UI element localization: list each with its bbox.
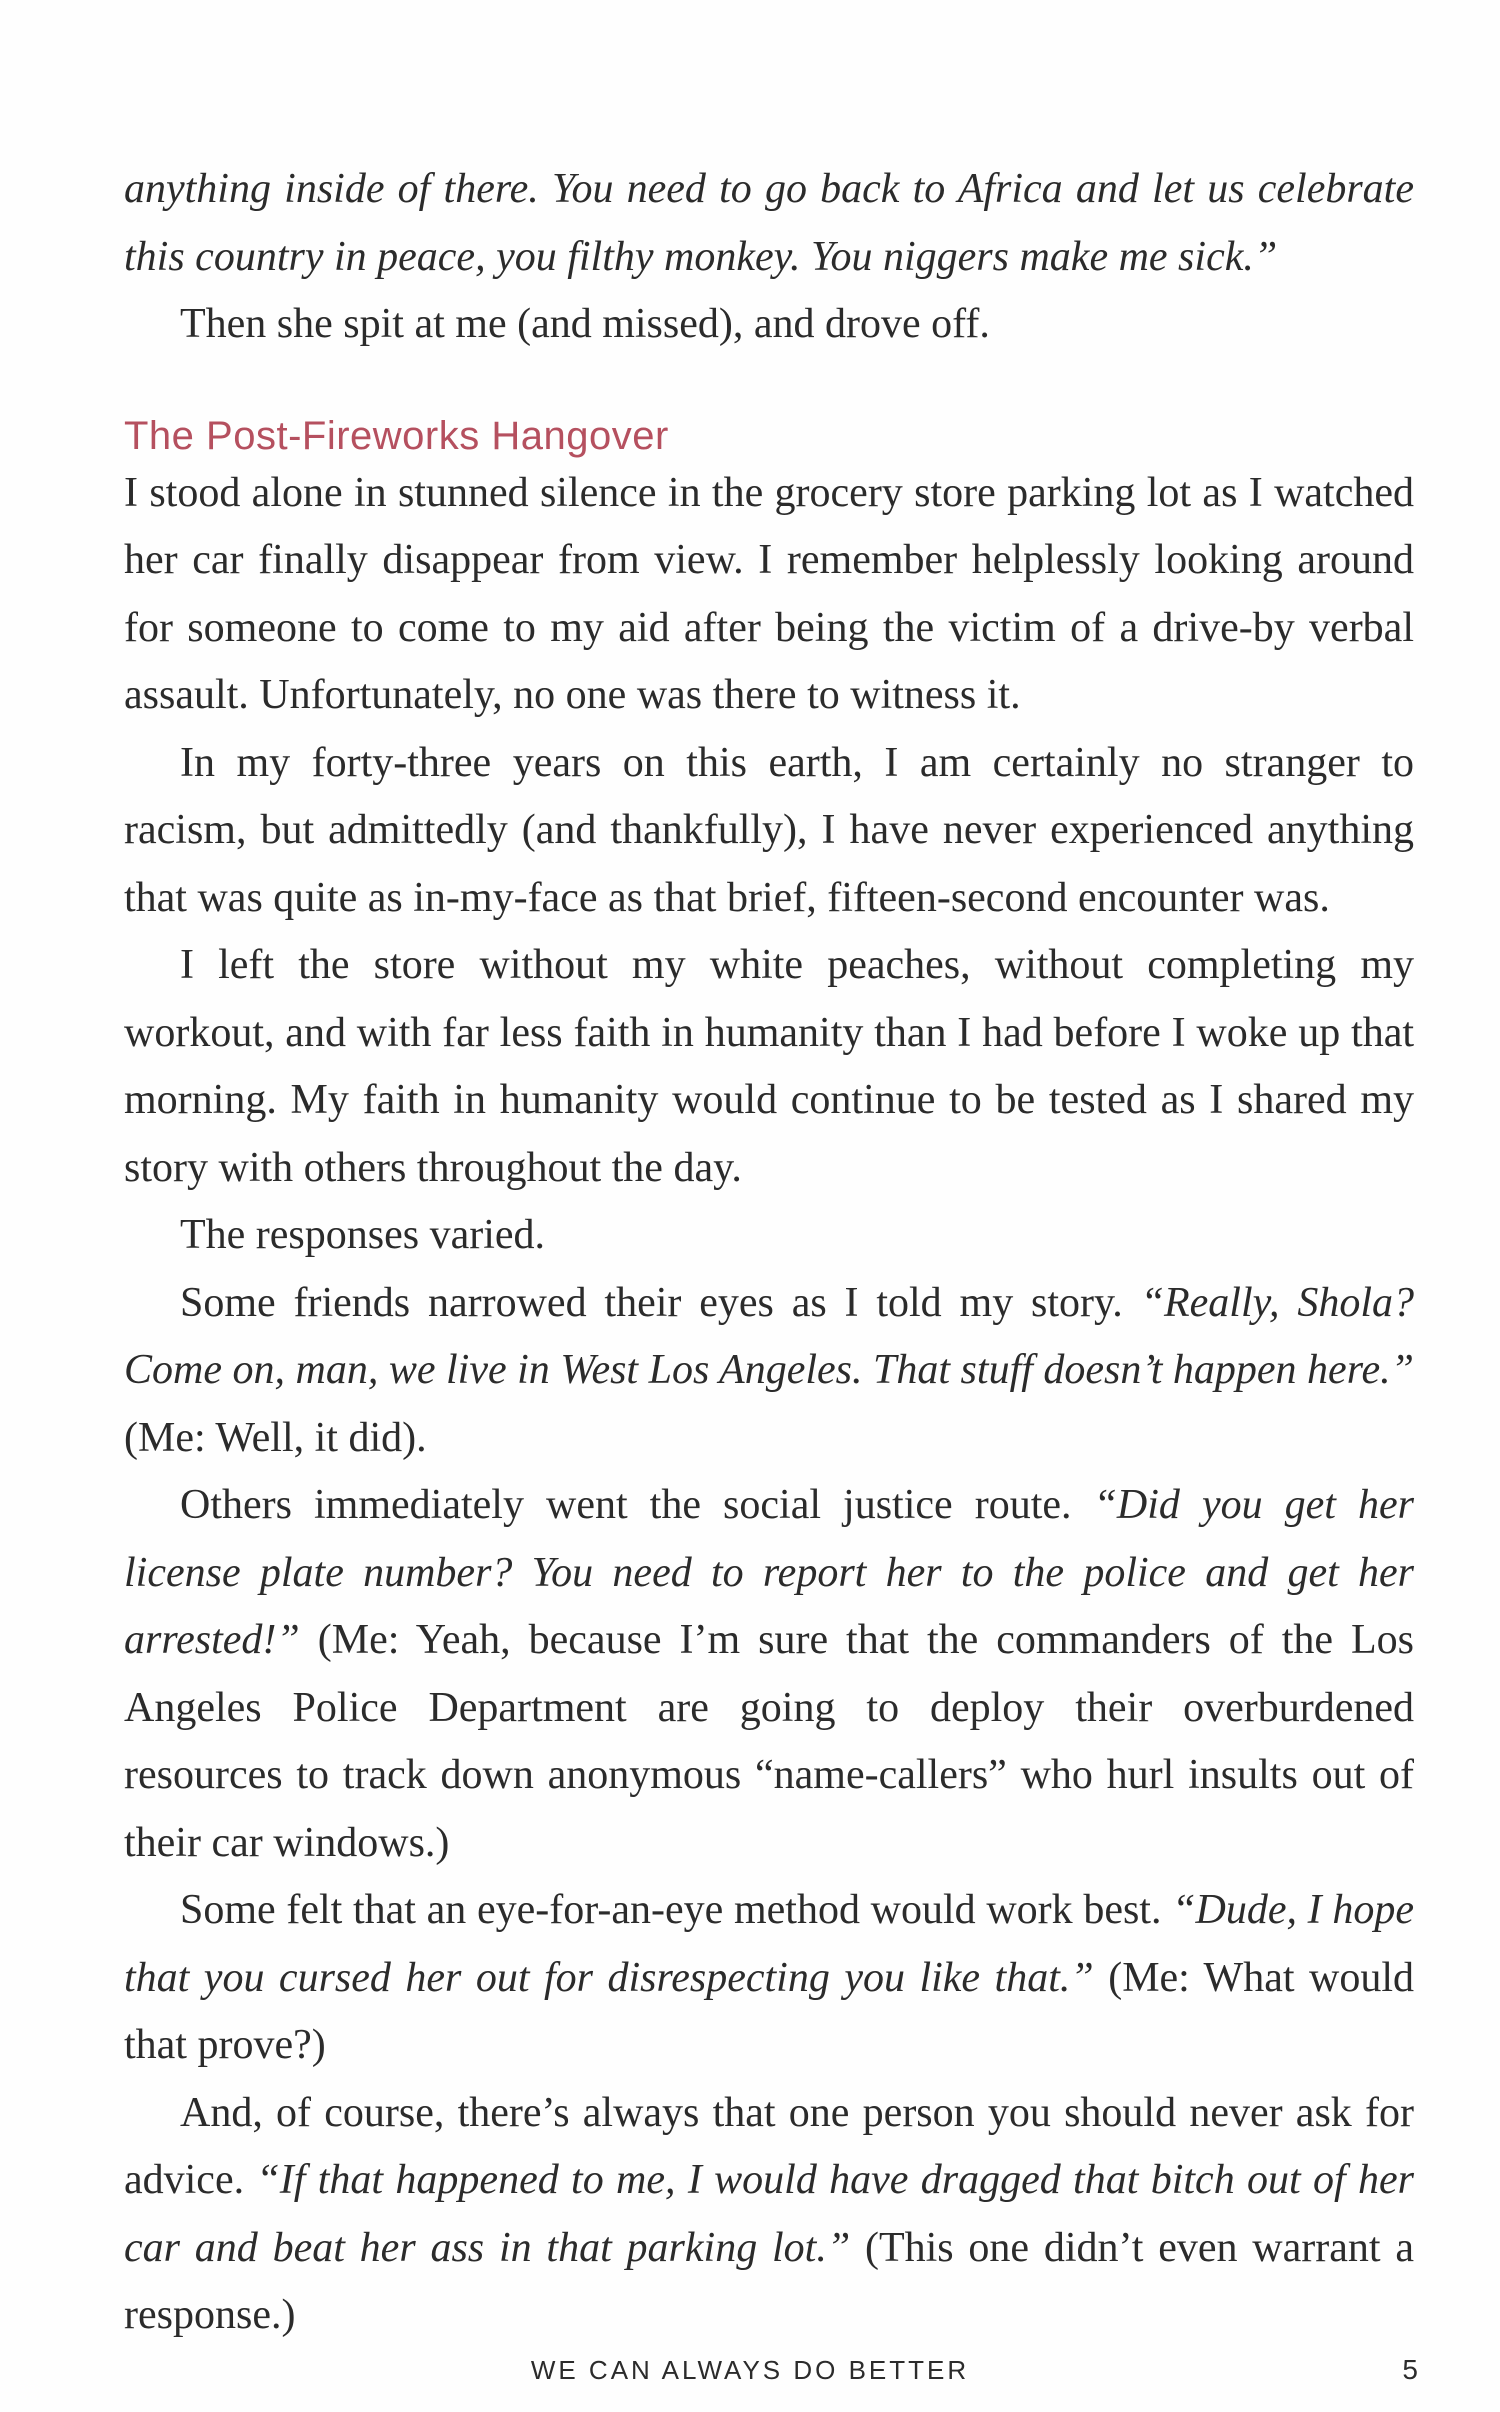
paragraph-continued-quote bbox=[124, 156, 1414, 291]
aside-text: (This one didn’t even warrant a response.) bbox=[124, 2224, 1414, 2338]
paragraph-text: And, of course, there’s always that one person you should never ask for advice. bbox=[124, 2089, 1414, 2203]
paragraph bbox=[124, 1202, 1414, 1270]
paragraph-text: Some friends narrowed their eyes as I told my story. bbox=[180, 1279, 1141, 1326]
paragraph-text: I stood alone in stunned silence in the grocery store parking lot as I watched her car finally disappear from view. I remember helplessly looking around for someone to come to my aid after being the victim of a drive-by verbal assault. Unfortunately, no one was there to witness it. bbox=[124, 469, 1414, 718]
quote-text: “Dude, I hope that you cursed her out for disrespecting you like that.” bbox=[124, 1887, 1414, 2001]
page-number: 5 bbox=[1402, 2354, 1418, 2385]
paragraph bbox=[124, 291, 1414, 359]
quote-text: “If that happened to me, I would have dragged that bitch out of her car and beat her ass in that parking lot.” bbox=[124, 2157, 1415, 2271]
quote-text: “Really, Shola? Come on, man, we live in West Los Angeles. That stuff doesn’t happen here.” bbox=[124, 1279, 1414, 1393]
aside-text: (Me: Well, it did). bbox=[124, 1414, 427, 1461]
paragraph bbox=[124, 460, 1414, 730]
paragraph bbox=[124, 1877, 1414, 2080]
quote-text: “Did you get her license plate number? You need to report her to the police and get her arrested!” bbox=[124, 1482, 1415, 1663]
paragraph bbox=[124, 1270, 1414, 1473]
aside-text: (Me: Yeah, because I’m sure that the commanders of the Los Angeles Police Department are going to deploy their overburdened resources to track down anonymous “name-callers” who hurl insults out of their car windows.) bbox=[124, 1617, 1414, 1866]
paragraph-text: Others immediately went the social justice route. bbox=[180, 1482, 1094, 1528]
paragraph bbox=[124, 932, 1414, 1202]
paragraph-text: The responses varied. bbox=[180, 1212, 546, 1258]
paragraph-text: Some felt that an eye-for-an-eye method would work best. bbox=[180, 1887, 1173, 1933]
body-text bbox=[124, 156, 1414, 2350]
paragraph bbox=[124, 1472, 1414, 1877]
quote-text: anything inside of there. You need to go back to Africa and let us celebrate this country in peace, you filthy monkey. You niggers make me sick.” bbox=[124, 166, 1414, 280]
section-heading: The Post-Fireworks Hangover bbox=[124, 413, 669, 458]
paragraph bbox=[124, 2080, 1414, 2350]
running-footer-title: WE CAN ALWAYS DO BETTER bbox=[530, 2355, 970, 2385]
paragraph-text: In my forty-three years on this earth, I am certainly no stranger to racism, but admittedly (and thankfully), I have never experienced anything that was quite as in-my-face as that brief, fifteen-second encounter was. bbox=[124, 739, 1414, 921]
paragraph-text: Then she spit at me (and missed), and drove off. bbox=[180, 301, 990, 347]
paragraph-text: I left the store without my white peaches, without completing my workout, and with far less faith in humanity than I had before I woke up that morning. My faith in humanity would continue to be tested as I shared my story with others throughout the day. bbox=[124, 942, 1414, 1191]
aside-text: (Me: What would that prove?) bbox=[124, 1954, 1414, 2068]
paragraph bbox=[124, 730, 1414, 933]
